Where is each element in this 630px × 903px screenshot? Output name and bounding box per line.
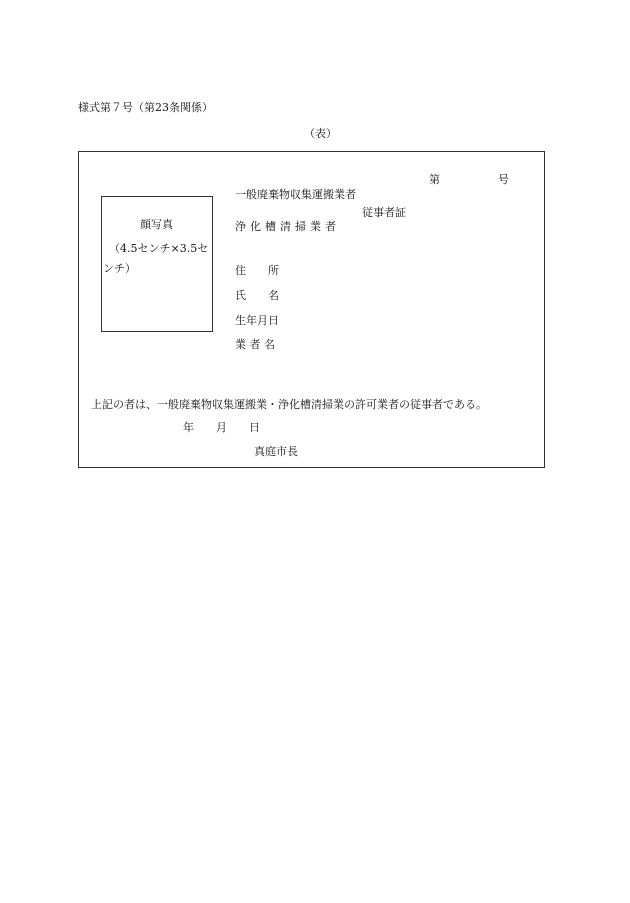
issue-date-line: 年 月 日 [183,421,260,434]
certificate-number-suffix: 号 [498,173,509,186]
certificate-title-line3: 浄化槽清掃業者 [235,220,340,233]
field-birthdate-label: 生年月日 [235,314,279,327]
issuer-name: 真庭市長 [254,445,298,458]
field-company-label: 業 者 名 [235,338,275,351]
field-address-label: 住 所 [235,264,279,277]
certificate-title-line1: 一般廃棄物収集運搬業者 [235,188,356,201]
field-name-label: 氏 名 [235,289,279,302]
form-title: 様式第７号（第23条関係） [78,101,213,114]
certificate-title-line2: 従事者証 [362,206,406,219]
certificate-number-prefix: 第 [429,173,440,186]
side-label: （表） [304,127,337,140]
photo-size-note: （4.5センチ×3.5センチ） [103,242,209,275]
photo-title: 顔写真 [140,218,173,231]
certification-statement: 上記の者は、一般廃棄物収集運搬業・浄化槽清掃業の許可業者の従事者である。 [91,398,487,411]
